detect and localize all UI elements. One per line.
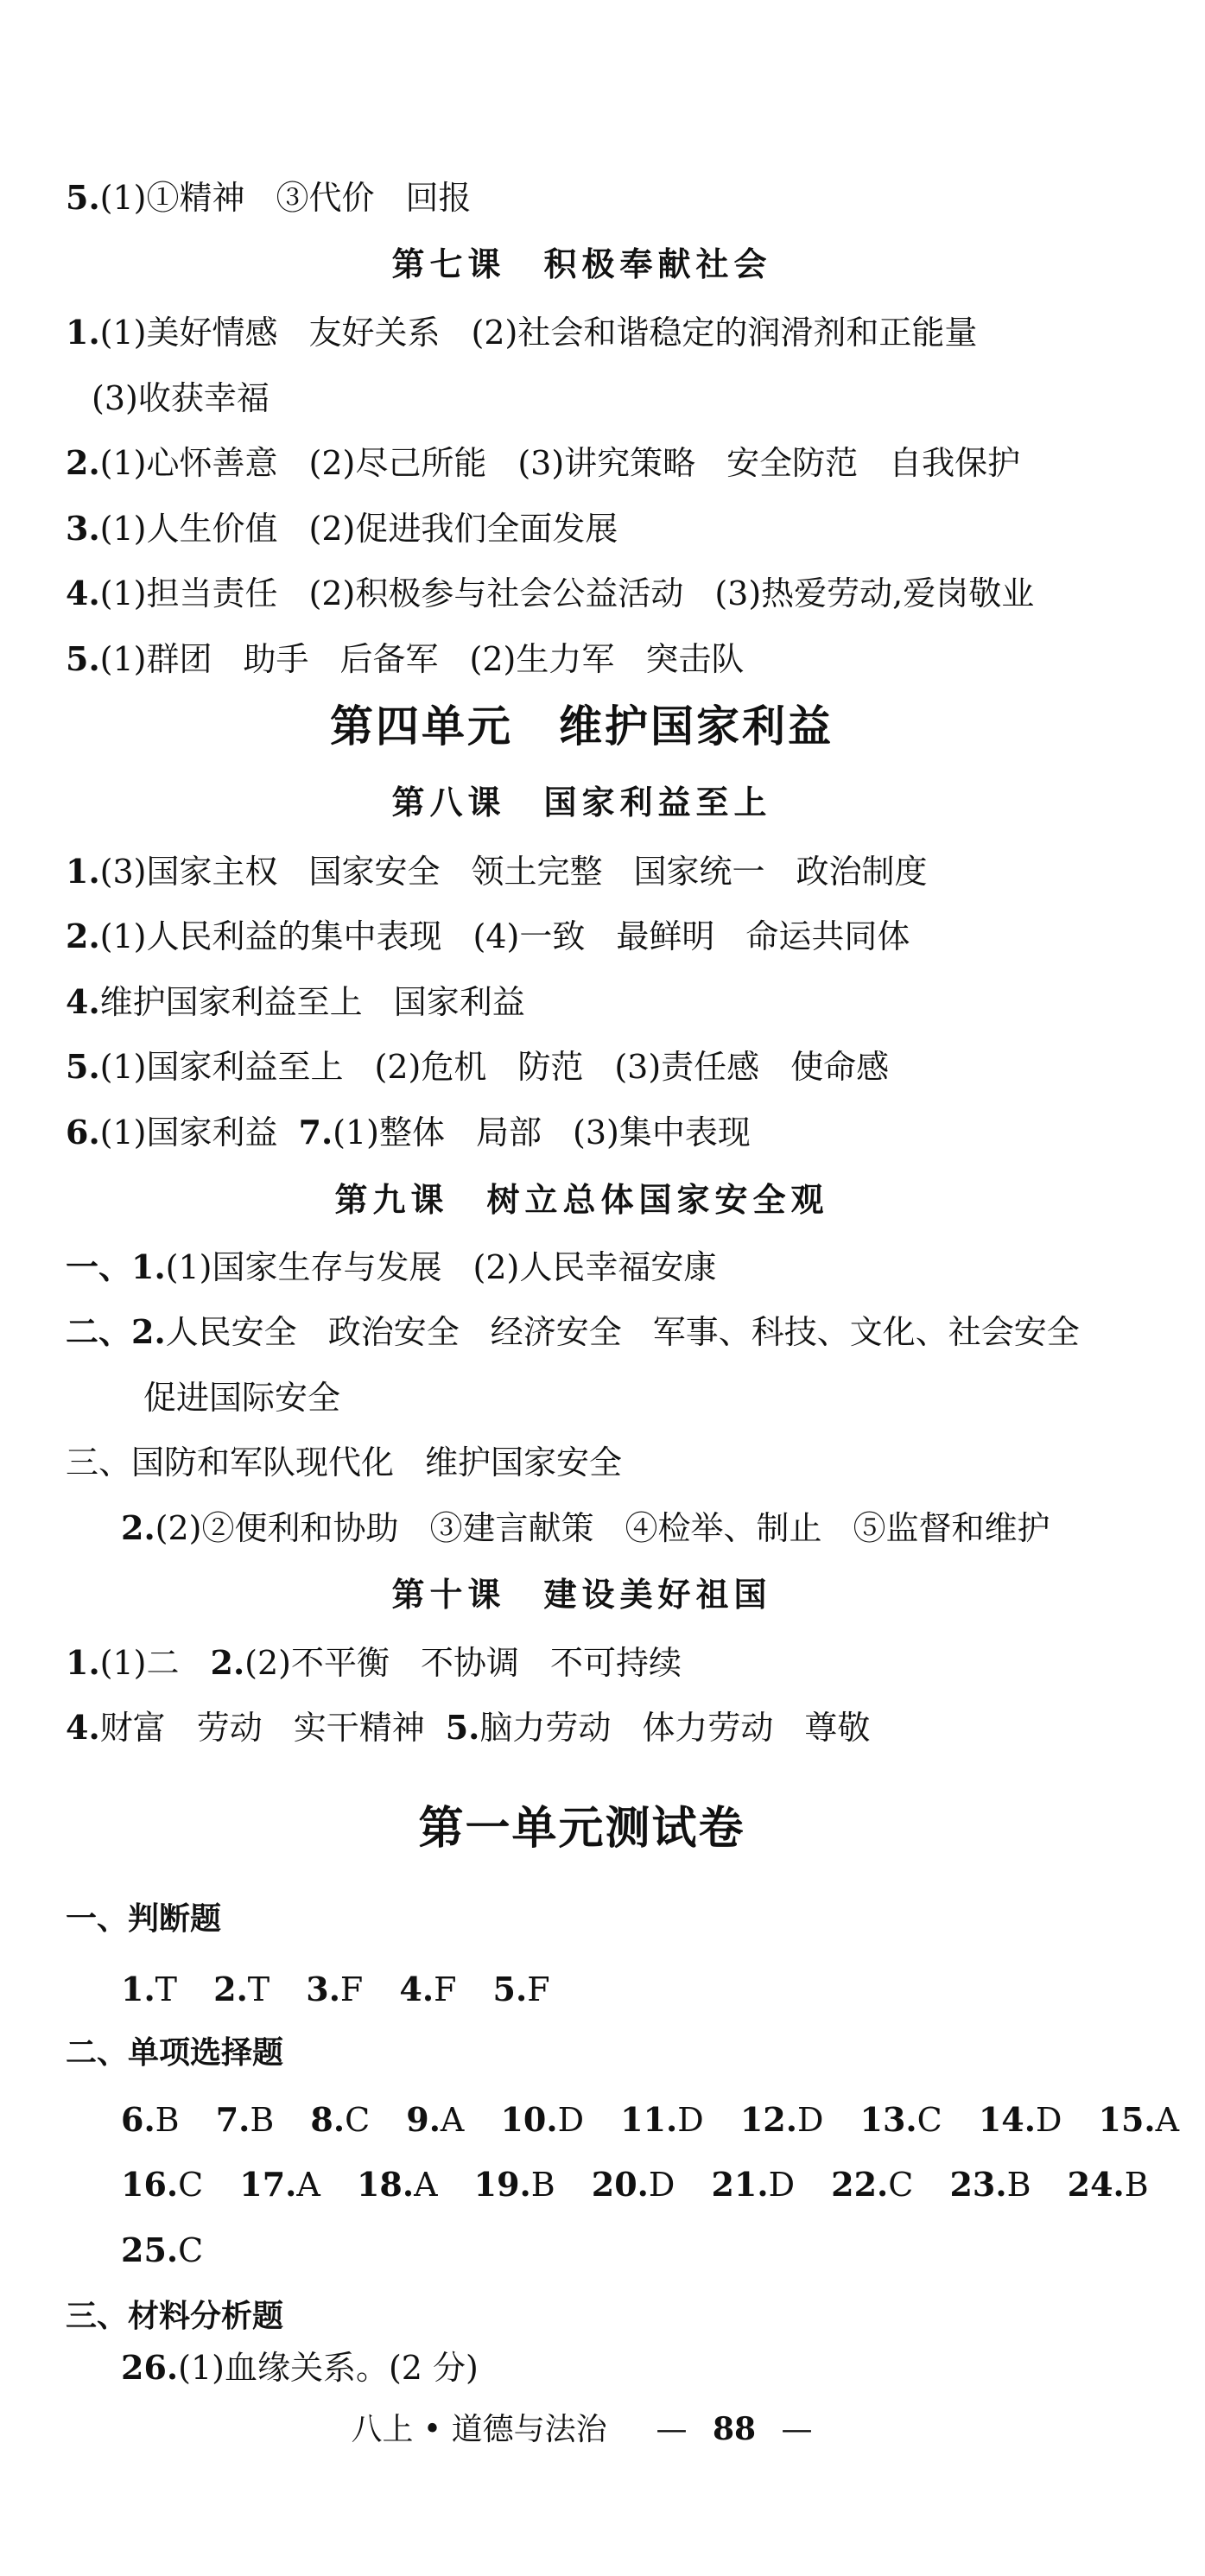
footer-label: 八上 • 道德与法治 [351, 2412, 607, 2447]
mc-answers-row [121, 2165, 1175, 2205]
answer-item: 25.C [121, 2230, 204, 2269]
answer-item: 5.F [492, 1970, 550, 2008]
answer-line: 5.(1)群团 助手 后备军 (2)生力军 突击队 [66, 639, 745, 678]
answer-line: 6.(1)国家利益 7.(1)整体 局部 (3)集中表现 [66, 1113, 751, 1152]
answer-item: 13.C [859, 2100, 942, 2139]
mc-answers-row [121, 2100, 1205, 2140]
answer-line: (3)收获幸福 [92, 379, 270, 417]
unit-heading: 第四单元 维护国家利益 [330, 701, 834, 752]
answer-item: 2.T [213, 1970, 270, 2008]
answer-line: 4.财富 劳动 实干精神 5.脑力劳动 体力劳动 尊敬 [66, 1708, 871, 1747]
answer-item: 4.F [399, 1970, 457, 2008]
page-number: 88 [712, 2411, 757, 2447]
answer-line: 2.(1)心怀善意 (2)尽己所能 (3)讲究策略 安全防范 自我保护 [66, 443, 1021, 482]
tf-answers [121, 1970, 576, 2009]
answer-item: 22.C [831, 2165, 914, 2204]
answer-line: 1.(1)二 2.(2)不平衡 不协调 不可持续 [66, 1643, 682, 1682]
answer-line: 一、1.(1)国家生存与发展 (2)人民幸福安康 [66, 1247, 717, 1286]
answer-line: 三、国防和军队现代化 维护国家安全 [66, 1443, 623, 1482]
lesson-heading: 第八课 国家利益至上 [391, 783, 772, 822]
answer-line: 促进国际安全 [143, 1379, 341, 1417]
lesson-heading: 第七课 积极奉献社会 [391, 244, 772, 283]
lesson-heading: 第九课 树立总体国家安全观 [334, 1180, 829, 1219]
section-heading: 一、判断题 [66, 1901, 222, 1937]
answer-line: 5.(1)国家利益至上 (2)危机 防范 (3)责任感 使命感 [66, 1047, 890, 1086]
answer-line: 二、2.人民安全 政治安全 经济安全 军事、科技、文化、社会安全 [66, 1312, 1080, 1351]
answer-item: 9.A [406, 2100, 465, 2139]
lesson-heading: 第十课 建设美好祖国 [391, 1575, 772, 1614]
answer-item: 24.B [1067, 2165, 1149, 2204]
answer-item: 12.D [739, 2100, 824, 2139]
footer-dash-left: — [656, 2412, 688, 2447]
footer-dash-right: — [781, 2412, 813, 2447]
answer-item: 18.A [356, 2165, 438, 2204]
answer-line: 5.(1)①精神 ③代价 回报 [66, 178, 472, 217]
answer-line: 2.(2)②便利和协助 ③建言献策 ④检举、制止 ⑤监督和维护 [121, 1508, 1050, 1547]
answer-item: 14.D [978, 2100, 1062, 2139]
answer-item: 3.F [306, 1970, 364, 2008]
answer-item: 23.B [949, 2165, 1031, 2204]
answer-item: 11.D [620, 2100, 704, 2139]
answer-item: 19.B [473, 2165, 555, 2204]
answer-item: 6.B [121, 2100, 180, 2139]
answer-line: 3.(1)人生价值 (2)促进我们全面发展 [66, 509, 618, 548]
answer-item: 1.T [121, 1970, 178, 2008]
test-title: 第一单元测试卷 [418, 1802, 745, 1855]
page-footer [0, 2410, 1164, 2449]
section-heading: 二、单项选择题 [66, 2035, 284, 2071]
answer-item: 7.B [215, 2100, 275, 2139]
answer-item: 15.A [1098, 2100, 1180, 2139]
answer-line: 4.(1)担当责任 (2)积极参与社会公益活动 (3)热爱劳动,爱岗敬业 [66, 574, 1035, 612]
mc-answers-row [121, 2230, 229, 2270]
answer-line: 26.(1)血缘关系。(2 分) [121, 2348, 479, 2387]
answer-line: 4.维护国家利益至上 国家利益 [66, 982, 525, 1021]
answer-item: 17.A [239, 2165, 320, 2204]
answer-item: 20.D [591, 2165, 675, 2204]
answer-item: 10.D [500, 2100, 585, 2139]
answer-line: 1.(3)国家主权 国家安全 领土完整 国家统一 政治制度 [66, 852, 928, 891]
answer-item: 21.D [711, 2165, 796, 2204]
section-heading: 三、材料分析题 [66, 2299, 284, 2334]
answer-item: 16.C [121, 2165, 204, 2204]
answer-line: 1.(1)美好情感 友好关系 (2)社会和谐稳定的润滑剂和正能量 [66, 313, 978, 352]
answer-line: 2.(1)人民利益的集中表现 (4)一致 最鲜明 命运共同体 [66, 917, 910, 955]
answer-item: 8.C [310, 2100, 371, 2139]
